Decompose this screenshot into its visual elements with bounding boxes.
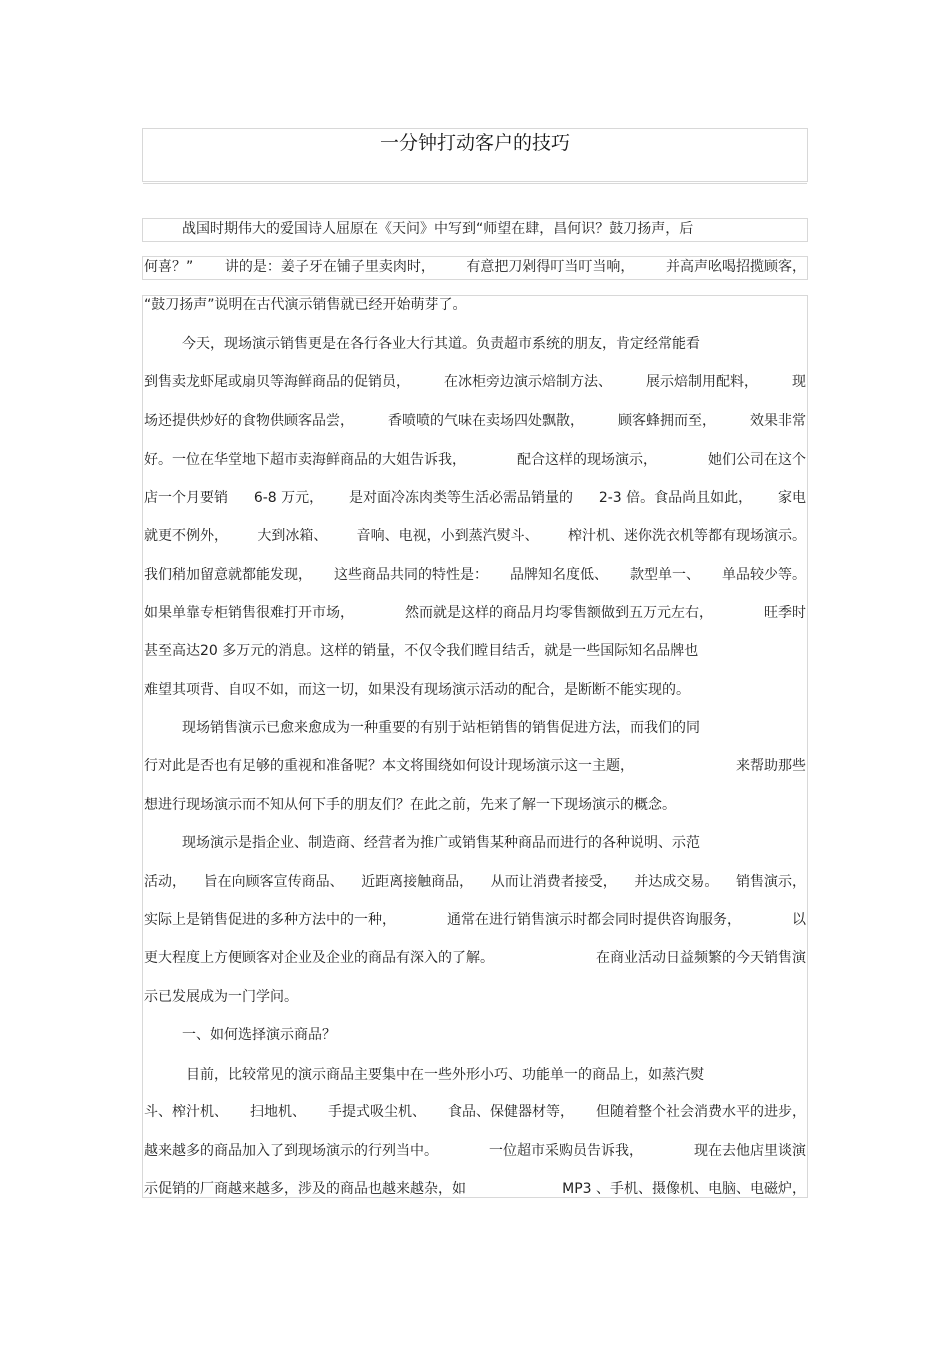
text-segment: 品牌知名度低、 xyxy=(510,567,608,583)
text-segment: 示促销的厂商越来越多，涉及的商品也越来越杂，如 xyxy=(144,1181,466,1197)
text-segment: 款型单一、 xyxy=(630,567,700,583)
text-segment: 有意把刀剁得叮当叮当响， xyxy=(466,259,635,275)
text-segment: 现场销售演示已愈来愈成为一种重要的有别于站柜销售的销售促进方法，而我们的同 xyxy=(182,720,700,736)
text-segment: 现在去他店里谈演 xyxy=(694,1143,806,1159)
text-line xyxy=(144,1102,806,1122)
text-segment: 想进行现场演示而不知从何下手的朋友们？在此之前，先来了解一下现场演示的概念。 xyxy=(144,797,676,813)
text-segment: 20 多万元的消息。这样的销量，不仅令我们瞠目结舌，就是一些国际知名品牌也 xyxy=(200,643,699,659)
text-segment: 如果单靠专柜销售很难打开市场， xyxy=(144,605,354,621)
text-segment: 扫地机、 xyxy=(250,1104,306,1120)
text-line xyxy=(144,372,806,392)
text-line xyxy=(144,603,806,623)
text-line xyxy=(144,257,806,277)
text-segment: 单品较少等。 xyxy=(722,567,806,583)
text-segment: 在商业活动日益频繁的今天销售演 xyxy=(596,950,806,966)
text-line xyxy=(144,565,806,585)
text-segment: 通常在进行销售演示时都会同时提供咨询服务， xyxy=(447,912,741,928)
text-line xyxy=(182,1025,806,1045)
text-segment: 现场演示是指企业、制造商、经营者为推广或销售某种商品而进行的各种说明、示范 xyxy=(182,835,700,851)
text-segment: 2-3 倍。食品尚且如此， xyxy=(598,490,753,506)
text-segment: 目前，比较常见的演示商品主要集中在一些外形小巧、功能单一的商品上，如蒸汽熨 xyxy=(186,1067,704,1083)
text-segment: 效果非常 xyxy=(750,413,806,429)
text-line xyxy=(144,910,806,930)
text-segment: 她们公司在这个 xyxy=(708,452,806,468)
text-segment: 讲的是：姜子牙在铺子里卖肉时， xyxy=(224,259,435,275)
text-line xyxy=(182,219,806,239)
text-segment: 音响、电视，小到蒸汽熨斗、 xyxy=(356,528,539,544)
text-line xyxy=(182,718,806,738)
text-line xyxy=(144,948,806,968)
text-line xyxy=(144,450,806,470)
text-line xyxy=(144,756,806,776)
text-segment: 并达成交易。 xyxy=(634,874,719,890)
text-segment: 以 xyxy=(792,912,806,928)
text-segment: 场还提供炒好的食物供顾客品尝， xyxy=(144,413,354,429)
text-segment: 榨汁机、迷你洗衣机等都有现场演示。 xyxy=(567,528,806,544)
text-segment: 好。一位在华堂地下超市卖海鲜商品的大姐告诉我， xyxy=(144,452,466,468)
text-segment: 配合这样的现场演示， xyxy=(517,452,657,468)
text-segment: 然而就是这样的商品月均零售额做到五万元左右， xyxy=(405,605,713,621)
text-line xyxy=(144,411,806,431)
text-line xyxy=(144,295,806,315)
text-segment: 战国时期伟大的爱国诗人屈原在《天问》中写到“师望在肆，昌何识？鼓刀扬声，后 xyxy=(182,221,694,237)
text-segment: 我们稍加留意就都能发现， xyxy=(144,567,312,583)
text-segment: 更大程度上方便顾客对企业及企业的商品有深入的了解。 xyxy=(144,950,494,966)
text-segment: 越来越多的商品加入了到现场演示的行列当中。 xyxy=(144,1143,438,1159)
text-segment: 活动， xyxy=(144,874,186,890)
text-line xyxy=(144,1141,806,1161)
text-segment: MP3 、手机、摄像机、电脑、电磁炉， xyxy=(562,1181,806,1197)
text-segment: 销售演示， xyxy=(735,874,806,890)
text-segment: 近距离接触商品， xyxy=(361,874,474,890)
text-segment: 何喜？” xyxy=(144,259,194,275)
text-line xyxy=(144,641,806,661)
text-segment: 6-8 万元， xyxy=(253,490,324,506)
text-segment: 现 xyxy=(792,374,806,390)
text-segment: 一位超市采购员告诉我， xyxy=(489,1143,643,1159)
text-segment: 店一个月要销 xyxy=(144,490,228,506)
text-segment: 实际上是销售促进的多种方法中的一种， xyxy=(144,912,396,928)
text-segment: 甚至高达 xyxy=(144,643,200,659)
text-segment: “鼓刀扬声”说明在古代演示销售就已经开始萌芽了。 xyxy=(144,297,467,313)
text-segment: 家电 xyxy=(777,490,806,506)
text-line xyxy=(182,833,806,853)
text-segment: 这些商品共同的特性是： xyxy=(334,567,488,583)
text-line xyxy=(144,987,806,1007)
text-segment: 斗、榨汁机、 xyxy=(144,1104,228,1120)
text-line xyxy=(144,872,806,892)
text-line xyxy=(144,795,806,815)
text-segment: 来帮助那些 xyxy=(736,758,806,774)
text-segment: 展示焙制用配料， xyxy=(646,374,758,390)
text-segment: 是对面冷冻肉类等生活必需品销量的 xyxy=(348,490,573,506)
text-line xyxy=(144,680,806,700)
text-segment: 但随着整个社会消费水平的进步， xyxy=(596,1104,806,1120)
text-segment: 旺季时 xyxy=(764,605,806,621)
text-segment: 就更不例外， xyxy=(144,528,228,544)
text-segment: 大到冰箱、 xyxy=(257,528,328,544)
text-segment: 并高声吆喝招揽顾客， xyxy=(666,259,806,275)
text-segment: 难望其项背、自叹不如，而这一切，如果没有现场演示活动的配合，是断断不能实现的。 xyxy=(144,682,690,698)
text-segment: 旨在向顾客宣传商品、 xyxy=(203,874,344,890)
text-line xyxy=(182,334,806,354)
text-segment: 今天，现场演示销售更是在各行各业大行其道。负责超市系统的朋友，肯定经常能看 xyxy=(182,336,700,352)
document-title: 一分钟打动客户的技巧 xyxy=(379,132,570,154)
text-segment: 从而让消费者接受， xyxy=(490,874,617,890)
text-segment: 香喷喷的气味在卖场四处飘散， xyxy=(388,413,584,429)
text-line xyxy=(144,488,806,508)
text-segment: 顾客蜂拥而至， xyxy=(618,413,716,429)
text-segment: 示已发展成为一门学问。 xyxy=(144,989,298,1005)
text-segment: 一、如何选择演示商品？ xyxy=(182,1027,336,1043)
text-line xyxy=(144,1179,806,1199)
text-segment: 行对此是否也有足够的重视和准备呢？本文将围绕如何设计现场演示这一主题， xyxy=(144,758,634,774)
text-segment: 手提式吸尘机、 xyxy=(328,1104,426,1120)
text-line xyxy=(186,1065,806,1085)
text-segment: 在冰柜旁边演示焙制方法、 xyxy=(444,374,612,390)
text-segment: 到售卖龙虾尾或扇贝等海鲜商品的促销员， xyxy=(144,374,410,390)
text-line xyxy=(144,526,806,546)
text-segment: 食品、保健器材等， xyxy=(448,1104,574,1120)
